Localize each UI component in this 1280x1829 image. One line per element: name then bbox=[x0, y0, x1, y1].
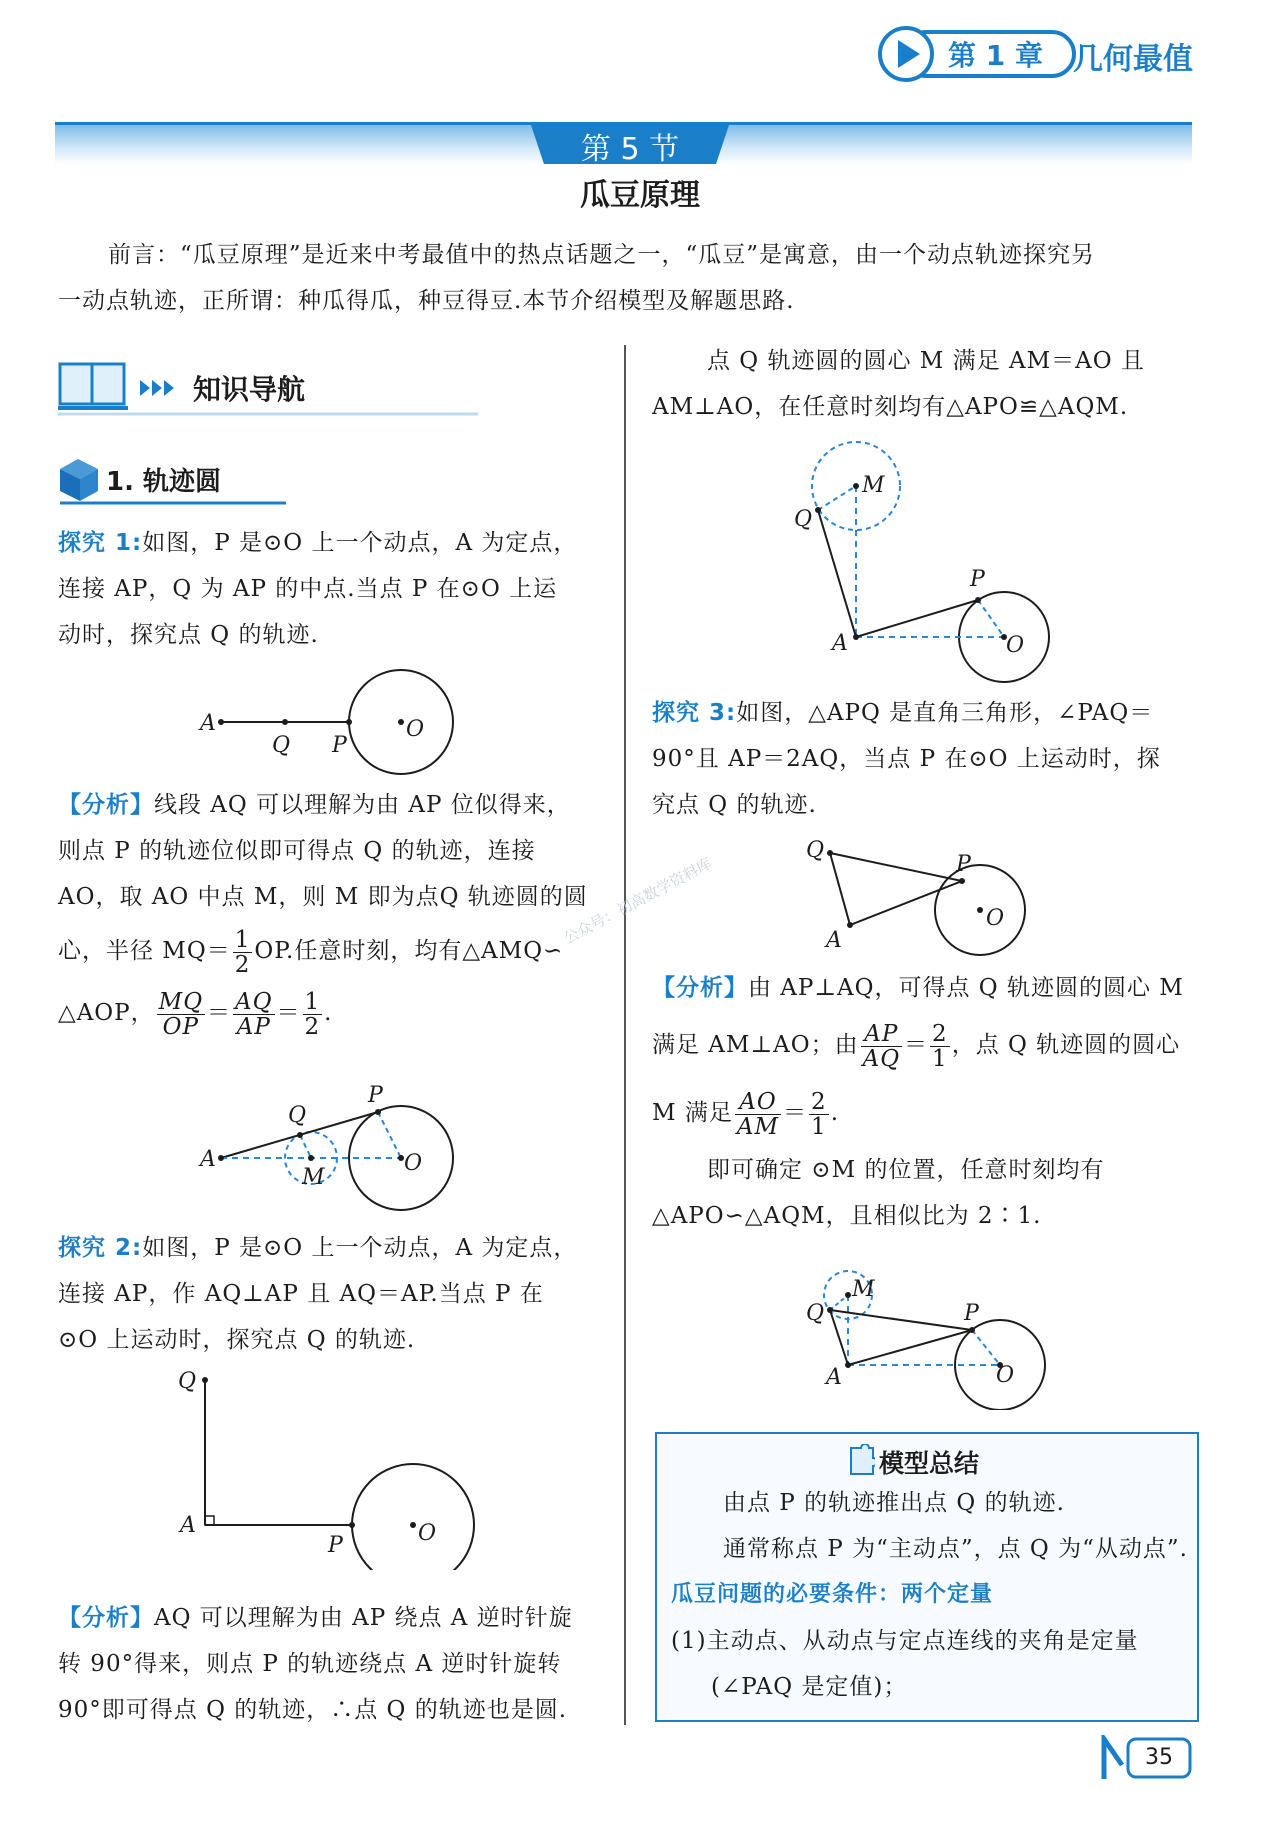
point-label: Q bbox=[806, 1301, 825, 1326]
point-label: A bbox=[832, 631, 848, 656]
watermark: 公众号：初高数学资料库 bbox=[560, 854, 715, 948]
text: 连接 AP，作 AQ⊥AP 且 AQ＝AP.当点 P 在 bbox=[58, 1281, 544, 1307]
figure-2 bbox=[190, 1080, 470, 1220]
point-label: M bbox=[302, 1165, 325, 1190]
text: 究点 Q 的轨迹. bbox=[652, 792, 817, 818]
analysis-label: 【分析】 bbox=[58, 1605, 154, 1631]
fraction: $\frac{1}{2}$ bbox=[304, 988, 321, 1040]
explore-label: 探究 1: bbox=[58, 530, 143, 556]
figure-3 bbox=[170, 1360, 490, 1570]
text: 即可确定 ⊙M 的位置，任意时刻均有 bbox=[707, 1157, 1105, 1183]
point-label: P bbox=[956, 852, 971, 877]
section-label: 第 5 节 bbox=[580, 132, 680, 167]
fraction: $\frac{MQ}{OP}$ bbox=[158, 988, 204, 1040]
text: 如图，△APQ 是直角三角形，∠PAQ＝ bbox=[736, 700, 1154, 726]
point-label: A bbox=[200, 711, 216, 736]
text: 如图，P 是⊙O 上一个动点，A 为定点， bbox=[142, 530, 578, 556]
chapter-title: 几何最值 bbox=[1073, 42, 1193, 77]
text: △AOP， bbox=[58, 1000, 155, 1026]
point-label: A bbox=[826, 928, 842, 953]
analysis-3: 【分析】由 AP⊥AQ，可得点 Q 轨迹圆的圆心 M 满足 AM⊥AO；由 $\frac{AP}{AQ}$ ＝ $\frac{2}{1}$ ，点 Q 轨迹圆的圆心 M 满足 $\frac{AO}{AM}$ ＝ $\frac{2}{1}$ . 即可确定 ⊙M 的位置，任意时刻均有 △APO∽△AQM，且相似比为 2∶1. bbox=[652, 965, 1222, 1239]
point-label: P bbox=[970, 567, 985, 592]
right-intro bbox=[652, 338, 1212, 430]
point-label: P bbox=[964, 1301, 979, 1326]
point-label: Q bbox=[272, 733, 291, 758]
text: 连接 AP，Q 为 AP 的中点.当点 P 在⊙O 上运 bbox=[58, 576, 558, 602]
column-divider bbox=[624, 345, 626, 1725]
fraction: $\frac{AO}{AM}$ bbox=[736, 1088, 780, 1140]
section-title: 瓜豆原理 bbox=[580, 178, 700, 213]
explore-label: 探究 2: bbox=[58, 1235, 143, 1261]
text: AQ 可以理解为由 AP 绕点 A 逆时针旋 bbox=[154, 1605, 573, 1631]
analysis-2 bbox=[58, 1595, 618, 1733]
point-label: Q bbox=[178, 1369, 197, 1394]
text: AO，取 AO 中点 M，则 M 即为点Q 轨迹圆的圆 bbox=[58, 884, 588, 910]
point-label: O bbox=[996, 1363, 1015, 1388]
summary-title: 模型总结 bbox=[879, 1449, 980, 1478]
puzzle-icon bbox=[847, 1444, 875, 1478]
figure-5 bbox=[800, 835, 1050, 985]
fraction: $\frac{1}{2}$ bbox=[234, 926, 251, 978]
point-label: O bbox=[418, 1521, 437, 1546]
fraction: $\frac{AP}{AQ}$ bbox=[862, 1020, 901, 1072]
nav-title: 知识导航 bbox=[193, 373, 306, 406]
text: 则点 P 的轨迹位似即可得点 Q 的轨迹，连接 bbox=[58, 838, 536, 864]
point-label: P bbox=[328, 1533, 343, 1558]
preface-line: 前言：“瓜豆原理”是近来中考最值中的热点话题之一，“瓜豆”是寓意，由一个动点轨迹探究另 bbox=[108, 242, 1096, 268]
fraction: $\frac{AQ}{AP}$ bbox=[235, 988, 273, 1040]
point-label: O bbox=[406, 717, 425, 742]
explore-1 bbox=[58, 520, 603, 658]
point-label: O bbox=[986, 906, 1005, 931]
text: 线段 AQ 可以理解为由 AP 位似得来， bbox=[154, 792, 571, 818]
analysis-label: 【分析】 bbox=[58, 792, 154, 818]
point-label: P bbox=[368, 1083, 383, 1108]
page-number: 35 bbox=[1145, 1745, 1173, 1770]
point-label: O bbox=[404, 1151, 423, 1176]
text: 动时，探究点 Q 的轨迹. bbox=[58, 622, 319, 648]
point-label: Q bbox=[288, 1103, 307, 1128]
text: 点 Q 轨迹圆的圆心 M 满足 AM＝AO 且 bbox=[707, 348, 1145, 374]
text: 转 90°得来，则点 P 的轨迹绕点 A 逆时针旋转 bbox=[58, 1651, 562, 1677]
analysis-label: 【分析】 bbox=[652, 975, 748, 1001]
text: (∠PAQ 是定值)； bbox=[711, 1674, 908, 1700]
explore-label: 探究 3: bbox=[652, 700, 737, 726]
section-tab bbox=[530, 122, 730, 167]
point-label: A bbox=[826, 1365, 842, 1390]
text: 90°且 AP＝2AQ，当点 P 在⊙O 上运动时，探 bbox=[652, 746, 1161, 772]
point-label: A bbox=[180, 1513, 196, 1538]
text: ⊙O 上运动时，探究点 Q 的轨迹. bbox=[58, 1327, 416, 1353]
chapter-header bbox=[878, 24, 1198, 84]
text: 90°即可得点 Q 的轨迹，∴点 Q 的轨迹也是圆. bbox=[58, 1697, 568, 1723]
text: 由 AP⊥AQ，可得点 Q 轨迹圆的圆心 M bbox=[748, 975, 1184, 1001]
point-label: M bbox=[852, 1277, 875, 1302]
fraction: $\frac{2}{1}$ bbox=[811, 1088, 827, 1140]
analysis-1: 【分析】线段 AQ 可以理解为由 AP 位似得来， 则点 P 的轨迹位似即可得点 Q 的轨迹，连接 AO，取 AO 中点 M，则 M 即为点Q 轨迹圆的圆 心，半径 MQ＝ $\frac{1}{2}$ OP.任意时刻，均有△AMQ∽ △AOP， $\frac{MQ}{OP}$ ＝ $\frac{AQ}{AP}$ ＝ $\frac{1}{2}$ . bbox=[58, 782, 618, 1044]
preface bbox=[58, 232, 1208, 324]
text: 如图，P 是⊙O 上一个动点，A 为定点， bbox=[142, 1235, 578, 1261]
chapter-label: 第 1 章 bbox=[948, 39, 1043, 72]
point-label: M bbox=[862, 473, 885, 498]
point-label: O bbox=[1006, 633, 1025, 658]
point-label: Q bbox=[794, 507, 813, 532]
text: OP.任意时刻，均有△AMQ∽ bbox=[254, 938, 564, 964]
text: 由点 P 的轨迹推出点 Q 的轨迹. bbox=[723, 1490, 1065, 1516]
figure-4 bbox=[780, 430, 1060, 690]
text: AM⊥AO，在任意时刻均有△APO≌△AQM. bbox=[652, 394, 1129, 420]
text: 心，半径 MQ＝ bbox=[58, 938, 231, 964]
summary-box bbox=[655, 1432, 1199, 1722]
preface-line: 一动点轨迹，正所谓：种瓜得瓜，种豆得豆.本节介绍模型及解题思路. bbox=[58, 288, 795, 314]
condition-title: 瓜豆问题的必要条件：两个定量 bbox=[671, 1582, 994, 1607]
text: ，点 Q 轨迹圆的圆心 bbox=[951, 1032, 1181, 1058]
text: △APO∽△AQM，且相似比为 2∶1. bbox=[652, 1203, 1042, 1229]
text: 通常称点 P 为“主动点”，点 Q 为“从动点”. bbox=[723, 1536, 1188, 1562]
figure-1 bbox=[190, 660, 470, 780]
point-label: Q bbox=[806, 838, 825, 863]
explore-2 bbox=[58, 1225, 618, 1363]
text: 满足 AM⊥AO；由 bbox=[652, 1032, 859, 1058]
text: (1)主动点、从动点与定点连线的夹角是定量 bbox=[671, 1628, 1139, 1654]
topic-heading bbox=[58, 455, 288, 505]
text: M 满足 bbox=[652, 1100, 733, 1126]
page-footer bbox=[1100, 1735, 1195, 1783]
topic-title: 1. 轨迹圆 bbox=[106, 467, 222, 497]
explore-3 bbox=[652, 690, 1212, 828]
nav-heading bbox=[58, 360, 478, 416]
point-label: A bbox=[200, 1147, 216, 1172]
fraction: $\frac{2}{1}$ bbox=[932, 1020, 948, 1072]
point-label: P bbox=[332, 733, 347, 758]
figure-6 bbox=[790, 1260, 1050, 1410]
